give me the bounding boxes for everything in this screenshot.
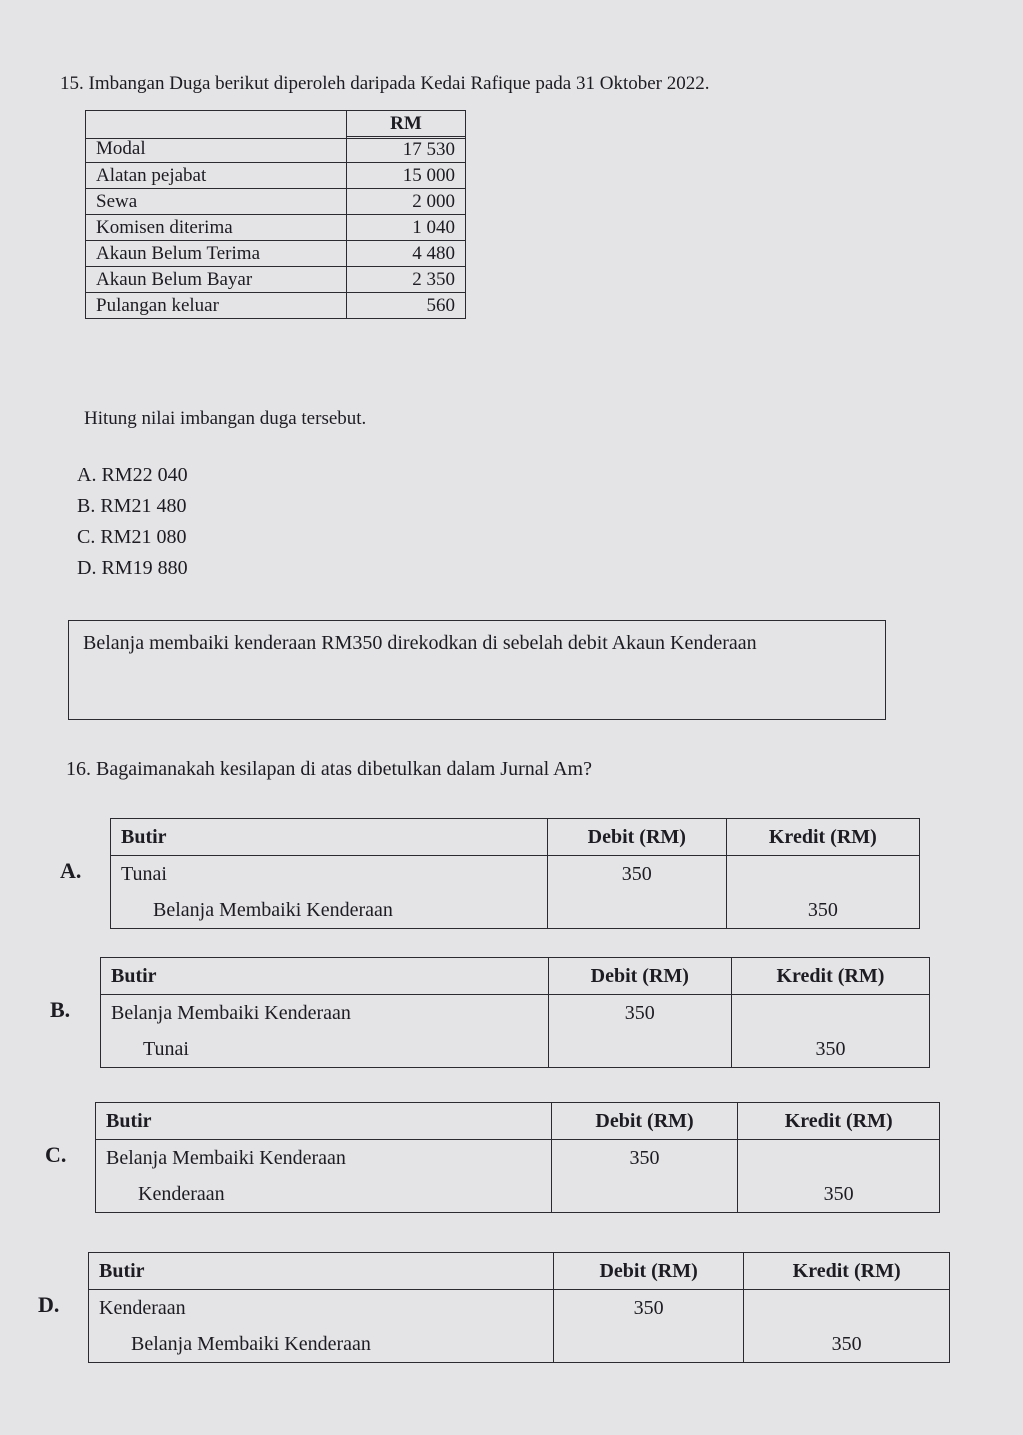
error-statement-box: Belanja membaiki kenderaan RM350 direkodkan di sebelah debit Akaun Kenderaan (68, 620, 886, 720)
account-name: Sewa (86, 189, 347, 215)
debit-item: Belanja Membaiki Kenderaan (96, 1140, 552, 1177)
answer-option[interactable]: D. RM19 880 (77, 557, 188, 579)
header-debit: Debit (RM) (553, 1253, 743, 1290)
answer-option[interactable]: C. RM21 080 (77, 526, 187, 548)
header-butir: Butir (111, 819, 548, 856)
credit-amount: 350 (738, 1176, 940, 1213)
account-name: Modal (86, 137, 347, 163)
credit-item: Kenderaan (96, 1176, 552, 1213)
header-butir: Butir (89, 1253, 554, 1290)
header-butir: Butir (96, 1103, 552, 1140)
table-row (86, 267, 466, 293)
debit-amount: 350 (547, 856, 726, 893)
answer-option[interactable]: B. RM21 480 (77, 495, 187, 517)
journal-table-option[interactable] (110, 818, 920, 929)
rm-header: RM (347, 111, 466, 137)
table-row (86, 241, 466, 267)
table-row (86, 293, 466, 319)
question-15: 15. Imbangan Duga berikut diperoleh daripada Kedai Rafique pada 31 Oktober 2022. (60, 73, 710, 94)
credit-amount: 350 (726, 892, 919, 929)
prompt: Hitung nilai imbangan duga tersebut. (84, 408, 367, 429)
header-kredit: Kredit (RM) (744, 1253, 950, 1290)
table-row (86, 189, 466, 215)
account-name: Pulangan keluar (86, 293, 347, 319)
account-value: 2 350 (347, 267, 466, 293)
credit-item: Belanja Membaiki Kenderaan (89, 1326, 554, 1363)
credit-item: Belanja Membaiki Kenderaan (111, 892, 548, 929)
account-value: 1 040 (347, 215, 466, 241)
account-name: Komisen diterima (86, 215, 347, 241)
account-value: 560 (347, 293, 466, 319)
credit-item: Tunai (101, 1031, 549, 1068)
table-row (86, 137, 466, 163)
header-debit: Debit (RM) (551, 1103, 738, 1140)
debit-amount: 350 (553, 1290, 743, 1327)
debit-amount: 350 (548, 995, 731, 1032)
header-debit: Debit (RM) (548, 958, 731, 995)
header-debit: Debit (RM) (547, 819, 726, 856)
header-kredit: Kredit (RM) (738, 1103, 940, 1140)
header-kredit: Kredit (RM) (731, 958, 929, 995)
debit-item: Belanja Membaiki Kenderaan (101, 995, 549, 1032)
account-value: 4 480 (347, 241, 466, 267)
account-name: Akaun Belum Bayar (86, 267, 347, 293)
option-letter[interactable]: B. (50, 997, 71, 1022)
header-blank (86, 111, 347, 137)
question-16: 16. Bagaimanakah kesilapan di atas dibetulkan dalam Jurnal Am? (66, 758, 592, 780)
option-letter[interactable]: D. (38, 1292, 60, 1317)
header-butir: Butir (101, 958, 549, 995)
account-value: 2 000 (347, 189, 466, 215)
journal-table-option[interactable] (88, 1252, 950, 1363)
journal-table-option[interactable] (95, 1102, 940, 1213)
account-name: Alatan pejabat (86, 163, 347, 189)
table-row (86, 163, 466, 189)
credit-amount: 350 (731, 1031, 929, 1068)
debit-amount: 350 (551, 1140, 738, 1177)
journal-table-option[interactable] (100, 957, 930, 1068)
option-letter[interactable]: C. (45, 1142, 67, 1167)
debit-item: Tunai (111, 856, 548, 893)
account-value: 15 000 (347, 163, 466, 189)
table-row (86, 215, 466, 241)
debit-item: Kenderaan (89, 1290, 554, 1327)
account-name: Akaun Belum Terima (86, 241, 347, 267)
option-letter[interactable]: A. (60, 858, 82, 883)
credit-amount: 350 (744, 1326, 950, 1363)
account-value: 17 530 (347, 137, 466, 163)
trial-balance (85, 110, 466, 319)
answer-option[interactable]: A. RM22 040 (77, 464, 188, 486)
header-kredit: Kredit (RM) (726, 819, 919, 856)
